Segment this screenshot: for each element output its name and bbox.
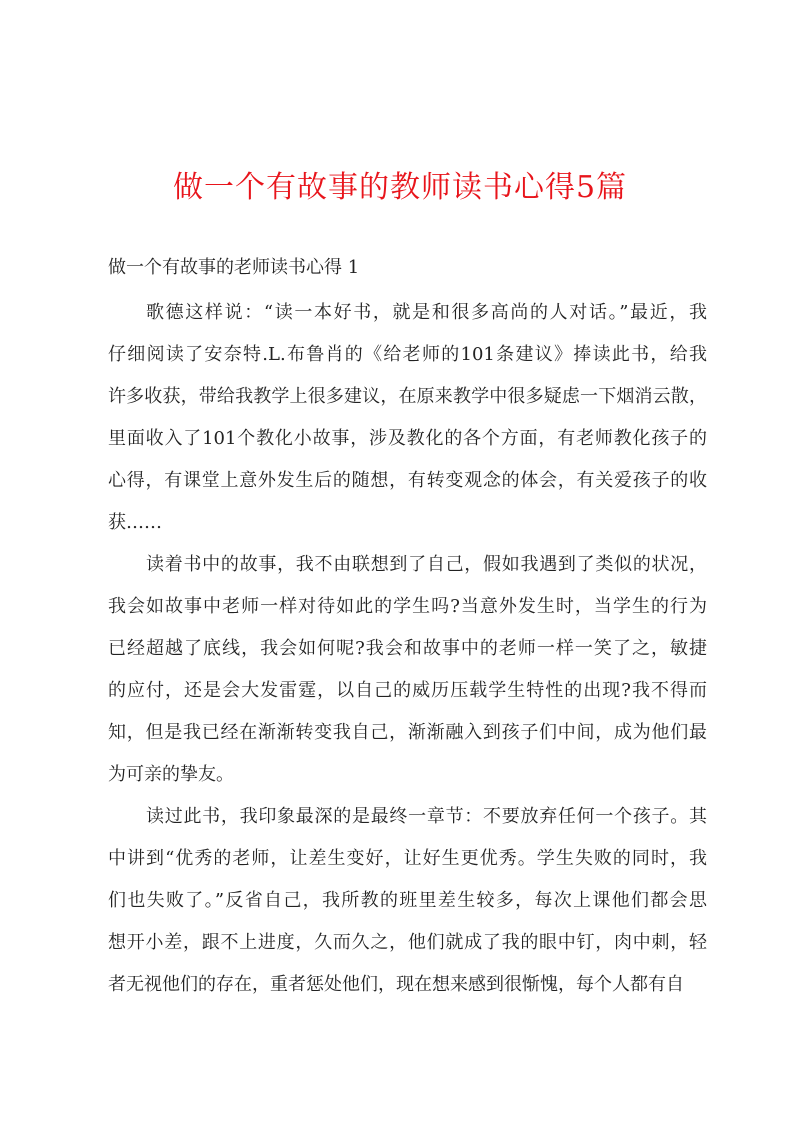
text-line: 者无视他们的存在，重者惩处他们，现在想来感到很惭愧，每个人都有自 [108,974,684,995]
text-line: 里面收入了101个教化小故事，涉及教化的各个方面，有老师教化孩子的 [108,428,707,449]
paragraph [108,292,707,544]
text-line: 想开小差，跟不上进度，久而久之，他们就成了我的眼中钉，肉中刺，轻 [108,932,707,953]
document-title: 做一个有故事的教师读书心得5篇 [172,170,628,205]
text-line: 读过此书，我印象最深的是最终一章节：不要放弃任何一个孩子。其 [146,806,707,827]
text-line: 心得，有课堂上意外发生后的随想，有转变观念的体会，有关爱孩子的收 [108,470,707,491]
text-line: 为可亲的挚友。 [108,764,234,785]
document-body [108,244,707,1006]
text-line: 许多收获，带给我教学上很多建议，在原来教学中很多疑虑一下烟消云散， [108,386,707,407]
text-line: 的应付，还是会大发雷霆，以自己的威历压载学生特性的出现?我不得而 [108,680,707,701]
paragraph [108,544,707,796]
text-line: 们也失败了。”反省自己，我所教的班里差生较多，每次上课他们都会思 [108,890,707,911]
text-line: 已经超越了底线，我会如何呢?我会和故事中的老师一样一笑了之，敏捷 [108,638,707,659]
text-line: 知，但是我已经在渐渐转变我自己，渐渐融入到孩子们中间，成为他们最 [108,722,707,743]
section-heading: 做一个有故事的老师读书心得 1 [108,257,360,278]
paragraphs [108,292,707,1006]
text-line: 歌德这样说：“读一本好书，就是和很多高尚的人对话。”最近，我 [146,302,707,323]
text-line: 仔细阅读了安奈特.L.布鲁肖的《给老师的101条建议》捧读此书，给我 [108,344,707,365]
text-line: 中讲到“优秀的老师，让差生变好，让好生更优秀。学生失败的同时，我 [108,848,707,869]
text-line: 读着书中的故事，我不由联想到了自己，假如我遇到了类似的状况， [146,554,707,575]
text-line: 我会如故事中老师一样对待如此的学生吗?当意外发生时，当学生的行为 [108,596,707,617]
paragraph [108,796,707,1006]
text-line: 获…… [108,512,162,533]
